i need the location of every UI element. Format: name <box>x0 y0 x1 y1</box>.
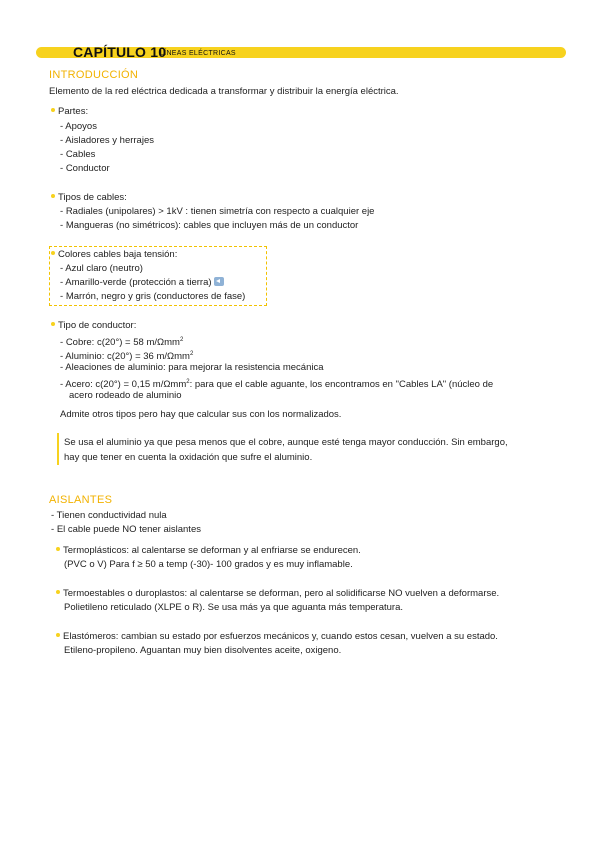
termoestables-line: Termoestables o duroplastos: al calentarse se deforman, pero al solidificarse NO vuelven a deformarse. <box>56 588 499 600</box>
section-heading-introduccion: INTRODUCCIÓN <box>49 69 139 81</box>
superscript: 2 <box>189 351 194 357</box>
elastomeros-line2: Etileno-propileno. Aguantan muy bien disolventes aceite, oxigeno. <box>64 645 342 656</box>
partes-item: - Apoyos <box>60 121 97 133</box>
partes-item: - Conductor <box>60 163 110 175</box>
partes-title: Partes: <box>51 106 88 118</box>
conductor-acero-text: Acero: c(20°) = 0,15 m/Ωmm <box>65 379 187 390</box>
chapter-subtitle: LÍNEAS ELÉCTRICAS <box>160 50 236 57</box>
colores-title: Colores cables baja tensión: <box>51 249 177 261</box>
conductor-acero: - Acero: c(20°) = 0,15 m/Ωmm$^2$: para que el cable aguante, los encontramos en "Cables LA" (núcleo de <box>60 379 494 390</box>
tipos-cables-item: - Mangueras (no simétricos): cables que incluyen más de un conductor <box>60 220 358 232</box>
partes-item: - Cables <box>60 149 95 161</box>
tipos-cables-title: Tipos de cables: <box>51 192 127 204</box>
superscript: 2 <box>179 337 184 343</box>
back-arrow-icon[interactable] <box>214 277 224 286</box>
conductor-aluminio-text: Aluminio: c(20°) = 36 m/Ωmm <box>65 351 190 362</box>
aislantes-item: - El cable puede NO tener aislantes <box>51 524 201 536</box>
termoplasticos-line2: (PVC o V) Para f ≥ 50 a temp (-30)- 100 grados y es muy inflamable. <box>64 559 353 570</box>
section-heading-aislantes: AISLANTES <box>49 494 113 506</box>
termoplasticos-line: Termoplásticos: al calentarse se deforman y al enfriarse se endurecen. <box>56 545 361 557</box>
note-accent-bar <box>57 433 59 465</box>
note-line: Se usa el aluminio ya que pesa menos que el cobre, aunque esté tenga mayor conducción. Sin embargo, <box>64 437 508 448</box>
colores-item: Amarillo-verde (protección a tierra) <box>65 277 212 288</box>
conductor-cobre-text: Cobre: c(20°) = 58 m/Ωmm <box>65 337 180 348</box>
tipos-cables-item: - Radiales (unipolares) > 1kV : tienen simetría con respecto a cualquier eje <box>60 206 374 218</box>
conductor-aluminio: - Aluminio: c(20°) = 36 m/Ωmm$^2$ <box>60 351 194 362</box>
colores-item: - Azul claro (neutro) <box>60 263 143 275</box>
elastomeros-line: Elastómeros: cambian su estado por esfuerzos mecánicos y, cuando estos cesan, vuelven a su estado. <box>56 631 498 643</box>
aislantes-item: - Tienen conductividad nula <box>51 510 167 522</box>
conductor-cobre: - Cobre: c(20°) = 58 m/Ωmm$^2$ <box>60 337 184 348</box>
superscript: 2 <box>186 379 190 385</box>
termoestables-line2: Polietileno reticulado (XLPE o R). Se usa más ya que aguanta más temperatura. <box>64 602 404 613</box>
colores-item-row: - Amarillo-verde (protección a tierra) <box>60 277 224 289</box>
colores-item: - Marrón, negro y gris (conductores de fase) <box>60 291 245 303</box>
intro-text: Elemento de la red eléctrica dedicada a transformar y distribuir la energía eléctrica. <box>49 86 399 97</box>
conductor-aleaciones: - Aleaciones de aluminio: para mejorar la resistencia mecánica <box>60 362 324 374</box>
conductor-admite: Admite otros tipos pero hay que calcular sus con los normalizados. <box>60 409 342 420</box>
note-line: hay que tener en cuenta la oxidación que sufre el aluminio. <box>64 452 313 463</box>
conductor-acero-line2: acero rodeado de aluminio <box>69 390 182 401</box>
chapter-title: CAPÍTULO 10 <box>73 44 167 60</box>
tipo-conductor-title: Tipo de conductor: <box>51 320 136 332</box>
conductor-acero-text-cont: : para que el cable aguante, los encontramos en "Cables LA" (núcleo de <box>189 379 494 390</box>
partes-item: - Aisladores y herrajes <box>60 135 154 147</box>
